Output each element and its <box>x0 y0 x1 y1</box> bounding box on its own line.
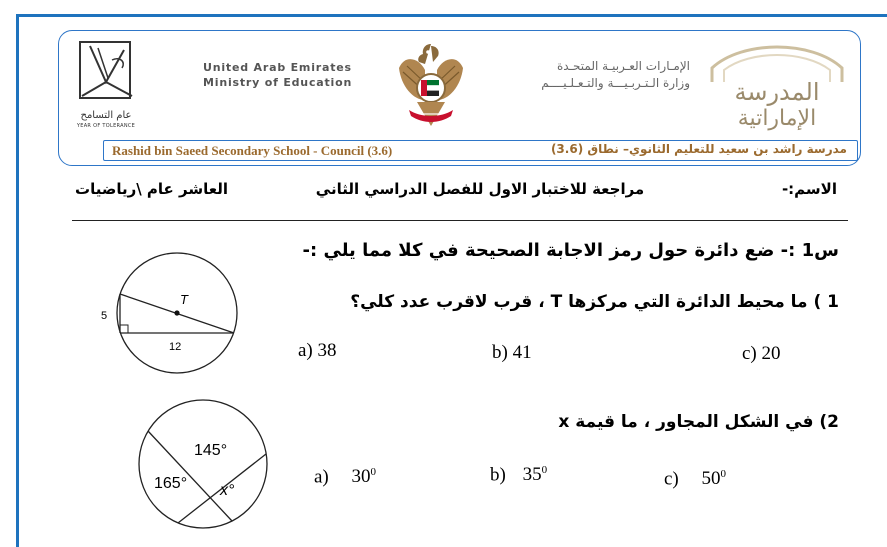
circle-outline <box>139 400 267 528</box>
q1-option-a-value: 38 <box>317 340 337 361</box>
q1-option-c[interactable] <box>742 343 781 365</box>
angle-165-label: 165° <box>154 475 188 492</box>
q2-option-b-label: b) <box>490 464 506 486</box>
year-logo-english: YEAR OF TOLERANCE <box>76 123 136 129</box>
question-2-text: 2) في الشكل المجاور ، ما قيمة x <box>558 412 839 432</box>
q2-option-b-degree: 0 <box>541 464 548 476</box>
q2-option-a-degree: 0 <box>370 466 377 478</box>
header-divider <box>72 220 848 221</box>
q2-option-b-value: 35 <box>522 464 542 486</box>
school-logo-line1: المدرسة <box>734 78 820 106</box>
ministry-name-arabic: وزارة الـتـربـيـــة والتـعـلـيــــم <box>541 76 690 90</box>
base-length-label: 12 <box>169 341 182 353</box>
grade-subject: العاشر عام \رياضيات <box>75 180 228 198</box>
tolerance-mark-icon <box>72 38 140 108</box>
question-1-figure <box>95 247 255 377</box>
arch-icon <box>702 42 852 82</box>
q2-option-a-label: a) <box>314 466 329 488</box>
q2-option-c-label: c) <box>664 468 679 490</box>
q1-option-b-value: 41 <box>512 342 532 363</box>
falcon-emblem-icon <box>395 40 467 132</box>
school-name-bar <box>103 140 858 161</box>
country-name-arabic: الإمـارات العـربيـة المتحـدة <box>556 59 690 73</box>
q2-option-b[interactable] <box>490 464 547 486</box>
school-logo-line2: الإماراتية <box>737 106 817 131</box>
q2-option-c[interactable] <box>664 468 726 490</box>
q1-option-b-label: b) <box>492 342 508 363</box>
q1-option-c-label: c) <box>742 343 757 364</box>
q1-option-a[interactable] <box>298 340 337 362</box>
q2-option-c-value: 50 <box>701 468 721 490</box>
angle-145-label: 145° <box>194 442 228 459</box>
side-length-label: 5 <box>101 310 108 322</box>
emirati-school-logo <box>702 42 852 132</box>
arabic-header <box>500 58 690 92</box>
q1-option-c-value: 20 <box>761 343 781 364</box>
question-2-figure <box>122 385 282 547</box>
q2-option-a[interactable] <box>314 466 376 488</box>
school-name-arabic: مدرسة راشد بن سعيد للتعليم الثانوي– نطاق (3.6) <box>550 142 847 156</box>
name-label: الاسم:- <box>781 180 837 198</box>
english-header <box>203 60 352 90</box>
year-logo-arabic: عام التسامح <box>80 110 132 121</box>
year-of-tolerance-logo <box>72 38 140 130</box>
uae-emblem <box>395 40 467 132</box>
q1-option-b[interactable] <box>492 342 532 364</box>
q2-option-c-degree: 0 <box>720 468 727 480</box>
question-1-text: 1 ) ما محيط الدائرة التي مركزها T ، قرب لاقرب عدد كلي؟ <box>350 292 839 312</box>
q2-option-a-value: 30 <box>351 466 371 488</box>
school-name-english: Rashid bin Saeed Secondary School - Council (3.6) <box>112 143 393 158</box>
exam-title: مراجعة للاختبار الاول للفصل الدراسي الثاني <box>315 180 645 198</box>
q1-option-a-label: a) <box>298 340 313 361</box>
center-label: T <box>180 292 188 307</box>
angle-x-label: x° <box>220 482 235 499</box>
right-angle-mark <box>120 325 128 333</box>
section-heading: س1 :- ضع دائرة حول رمز الاجابة الصحيحة في كلا مما يلي :- <box>302 240 839 261</box>
center-point <box>174 310 179 315</box>
country-name: United Arab Emirates <box>203 61 352 74</box>
ministry-name: Ministry of Education <box>203 76 353 89</box>
